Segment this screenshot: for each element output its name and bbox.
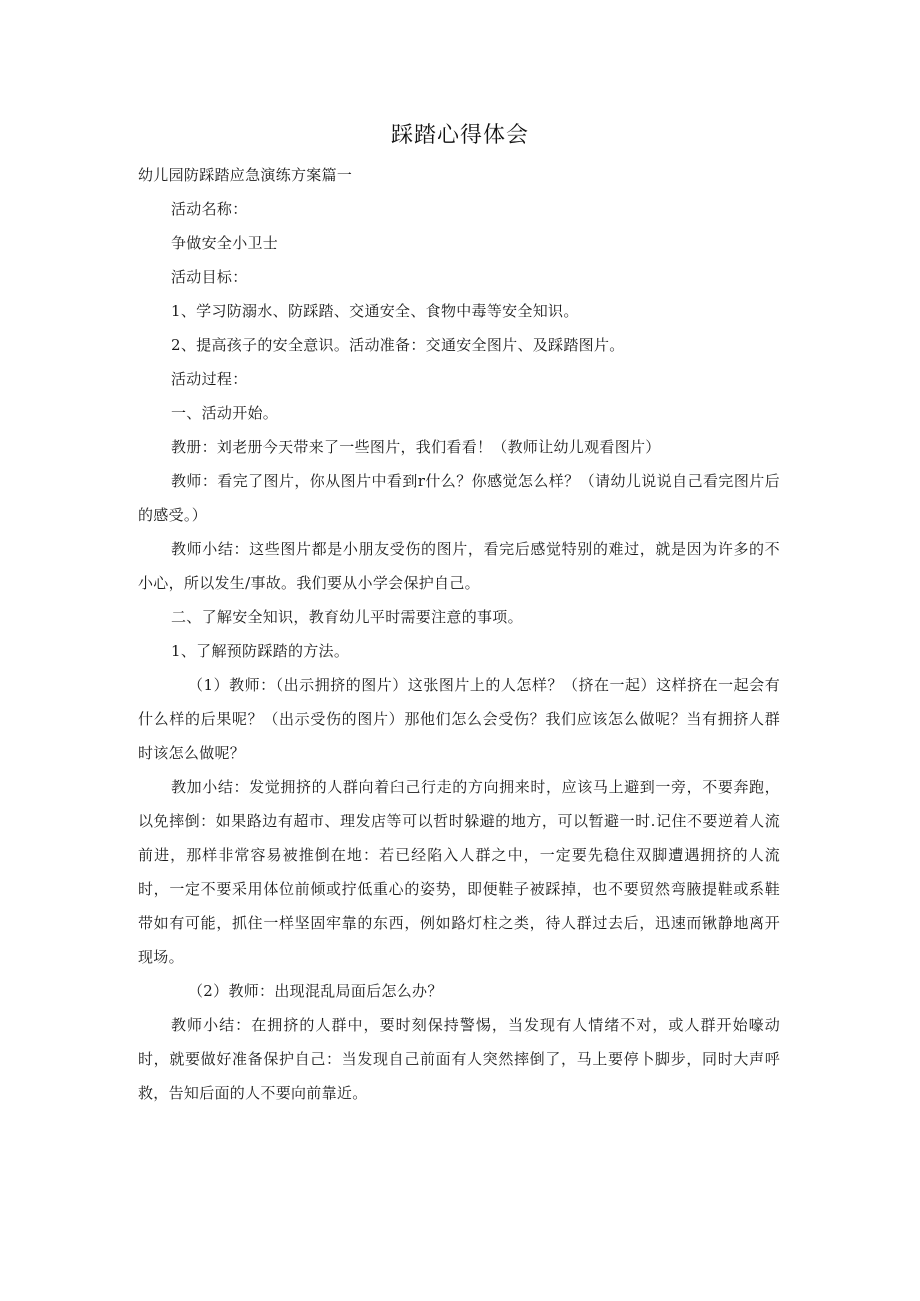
document-title: 踩踏心得体会 bbox=[390, 123, 529, 148]
paragraph: 教师小结：在拥挤的人群中，要时刻保持警惕，当发现有人情绪不对，或人群开始嚎动时，就要做好准备保护自己：当发现自己前面有人突然摔倒了，马上要停卜脚步，同时大声呼救，告知后面的人不要向前靠近。 bbox=[138, 1016, 780, 1102]
paragraph: 1、学习防溺水、防踩踏、交通安全、食物中毒等安全知识。 bbox=[171, 302, 579, 320]
paragraph: 活动名称： bbox=[171, 200, 248, 218]
paragraph: 一、活动开始。 bbox=[171, 404, 279, 422]
section-heading: 幼儿园防踩踏应急演练方案篇一 bbox=[138, 166, 353, 184]
paragraph: （2）教师：出现混乱局面后怎么办？ bbox=[188, 982, 443, 1000]
paragraph: （1）教师：（出示拥挤的图片）这张图片上的人怎样？（挤在一起）这样挤在一起会有什么样的后果呢？（出示受伤的图片）那他们怎么会受伤？我们应该怎么做呢？当有拥挤人群时该怎么做呢？ bbox=[138, 676, 780, 762]
paragraph: 教加小结：发觉拥挤的人群向着臼己行走的方向拥来时，应该马上避到一旁，不要奔跑，以免摔倒：如果路边有超市、理发店等可以哲时躲避的地方，可以暂避一时.记住不要逆着人流前进，那样非常容易被推倒在地：若已经陷入人群之中，一定要先稳住双脚遭遇拥挤的人流时，一定不要采用体位前倾或拧低重心的姿势，即便鞋子被踩掉，也不要贸然弯腋提鞋或系鞋带如有可能，抓住一样坚固牢靠的东西，例如路灯柱之类，待人群过去后，迅速而锹静地离开现场。 bbox=[138, 778, 780, 966]
paragraph: 活动目标： bbox=[171, 268, 248, 286]
paragraph: 教师小结：这些图片都是小朋友受伤的图片，看完后感觉特别的难过，就是因为许多的不小心，所以发生/事故。我们要从小学会保护自己。 bbox=[138, 540, 780, 592]
paragraph: 教册：刘老册今天带来了一些图片，我们看看！（教师让幼儿观看图片） bbox=[171, 438, 661, 456]
paragraph: 2、提高孩子的安全意识。活动准备：交通安全图片、及踩踏图片。 bbox=[171, 336, 625, 354]
paragraph: 争做安全小卫士 bbox=[171, 234, 279, 252]
paragraph: 1、了解预防踩踏的方法。 bbox=[171, 642, 350, 660]
document-body bbox=[138, 158, 780, 1110]
paragraph: 活动过程： bbox=[171, 370, 248, 388]
paragraph: 教师：看完了图片，你从图片中看到r什么？你感觉怎么样？（请幼儿说说自己看完图片后的感受。） bbox=[138, 472, 780, 524]
paragraph: 二、了解安全知识，教育幼儿平时需要注意的事项。 bbox=[171, 608, 523, 626]
